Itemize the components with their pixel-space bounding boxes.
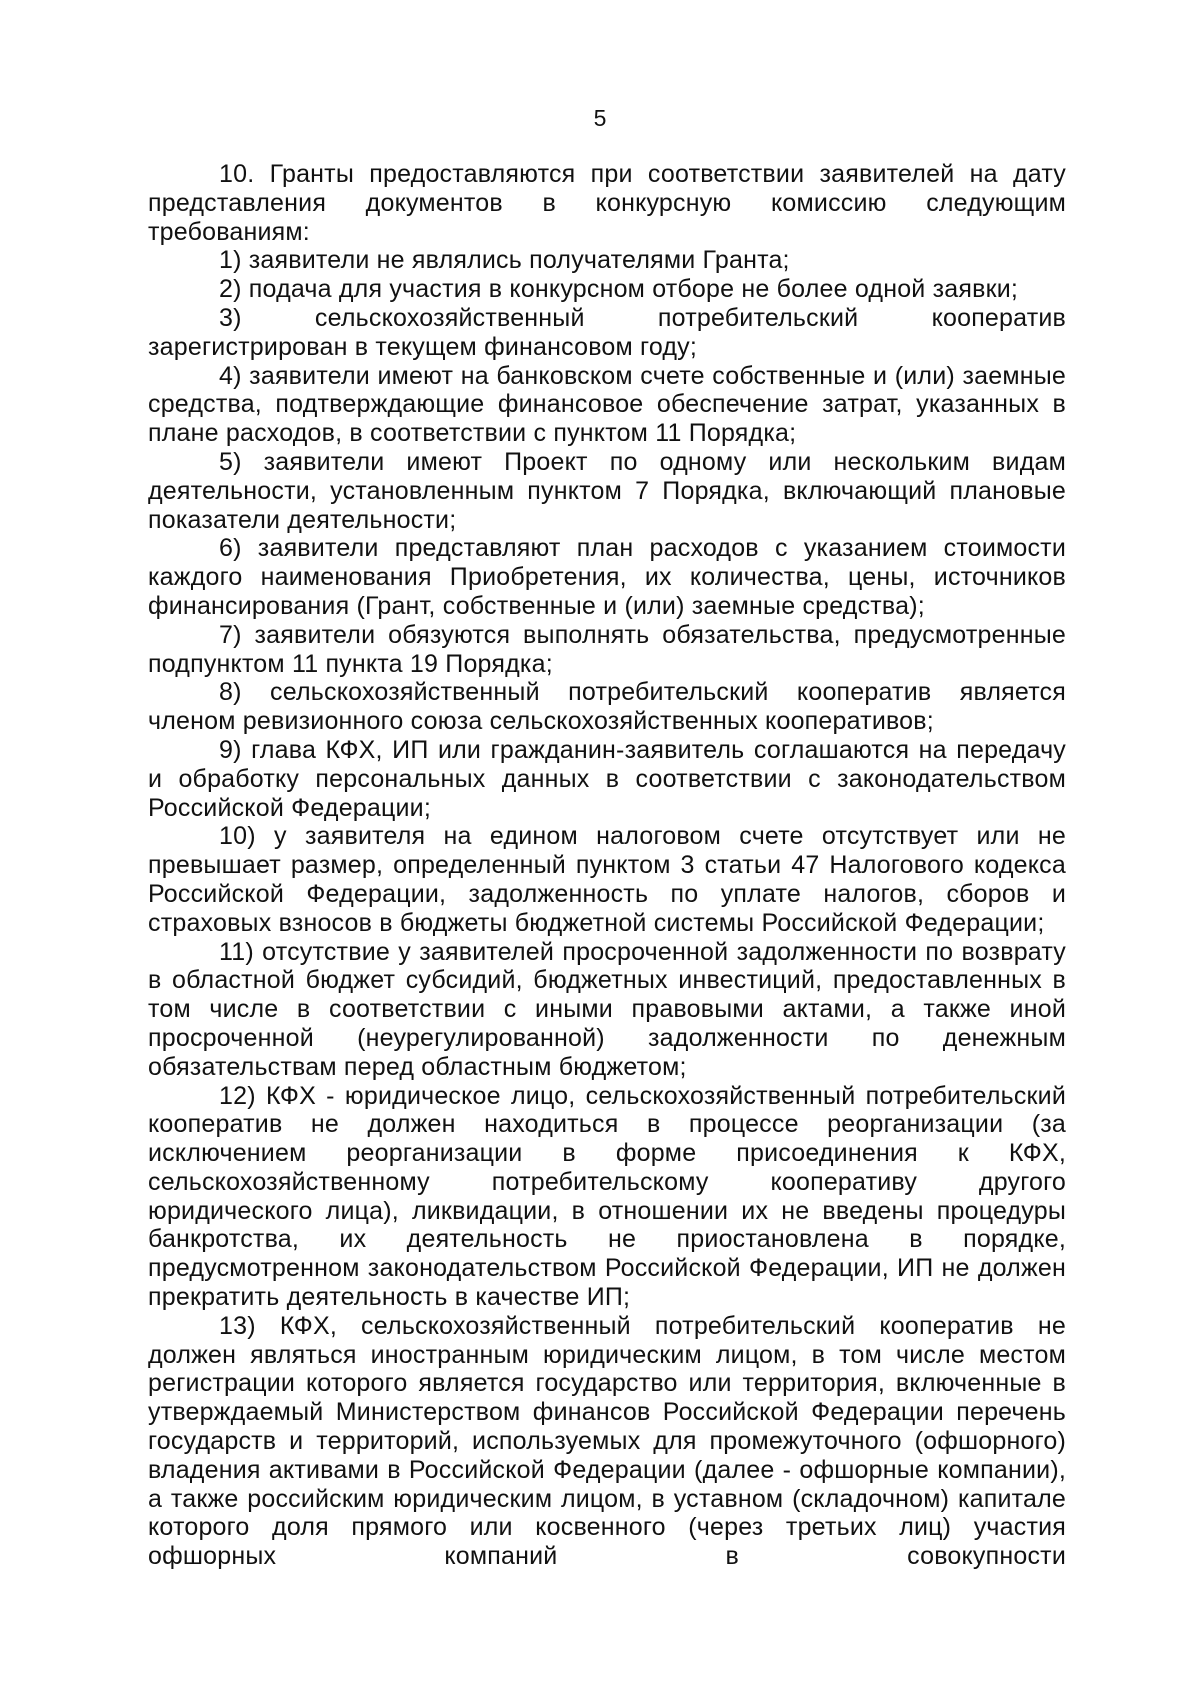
- paragraph-item-10-intro: 10. Гранты предоставляются при соответствии заявителей на дату представления документов в конкурсную комиссию следующим требованиям:: [148, 160, 1066, 246]
- list-item-10: 10) у заявителя на едином налоговом счете отсутствует или не превышает размер, определенный пунктом 3 статьи 47 Налогового кодекса Российской Федерации, задолженность по уплате налогов, сборов и страховых взносов в бюджеты бюджетной системы Российской Федерации;: [148, 822, 1066, 937]
- list-item-9: 9) глава КФХ, ИП или гражданин-заявитель соглашаются на передачу и обработку персональных данных в соответствии с законодательством Российской Федерации;: [148, 735, 1066, 822]
- list-item-6: 6) заявители представляют план расходов с указанием стоимости каждого наименования Приобретения, их количества, цены, источников финансирования (Грант, собственные и (или) заемные средства);: [148, 534, 1066, 620]
- list-item-2: 2) подача для участия в конкурсном отборе не более одной заявки;: [219, 275, 1019, 304]
- list-item-1: 1) заявители не являлись получателями Гранта;: [219, 246, 790, 275]
- list-item-7: 7) заявители обязуются выполнять обязательства, предусмотренные подпунктом 11 пункта 19 Порядка;: [148, 620, 1066, 678]
- document-body: [148, 160, 1066, 1571]
- list-item-3: 3) сельскохозяйственный потребительский кооператив зарегистрирован в текущем финансовом году;: [148, 303, 1066, 361]
- list-item-8: 8) сельскохозяйственный потребительский кооператив является членом ревизионного союза сельскохозяйственных кооперативов;: [148, 678, 1066, 736]
- page-number: 5: [593, 105, 607, 131]
- list-item-5: 5) заявители имеют Проект по одному или нескольким видам деятельности, установленным пунктом 7 Порядка, включающий плановые показатели деятельности;: [148, 447, 1066, 534]
- list-item-13: 13) КФХ, сельскохозяйственный потребительский кооператив не должен являться иностранным юридическим лицом, в том числе местом регистрации которого является государство или территория, включенные в утверждаемый Министерством финансов Российской Федерации перечень государств и территорий, используемых для промежуточного (офшорного) владения активами в Российской Федерации (далее - офшорные компании), а также российским юридическим лицом, в уставном (складочном) капитале которого доля прямого или косвенного (через третьих лиц) участия офшорных компаний в совокупности: [148, 1311, 1066, 1571]
- list-item-4: 4) заявители имеют на банковском счете собственные и (или) заемные средства, подтверждающие финансовое обеспечение затрат, указанных в плане расходов, в соответствии с пунктом 11 Порядка;: [148, 361, 1066, 448]
- list-item-12: 12) КФХ - юридическое лицо, сельскохозяйственный потребительский кооператив не должен находиться в процессе реорганизации (за исключением реорганизации в форме присоединения к КФХ, сельскохозяйственному потребительскому кооперативу другого юридического лица), ликвидации, в отношении их не введены процедуры банкротства, их деятельность не приостановлена в порядке, предусмотренном законодательством Российской Федерации, ИП не должен прекратить деятельность в качестве ИП;: [148, 1081, 1066, 1312]
- list-item-11: 11) отсутствие у заявителей просроченной задолженности по возврату в областной бюджет субсидий, бюджетных инвестиций, предоставленных в том числе в соответствии с иными правовыми актами, а также иной просроченной (неурегулированной) задолженности по денежным обязательствам перед областным бюджетом;: [148, 937, 1066, 1081]
